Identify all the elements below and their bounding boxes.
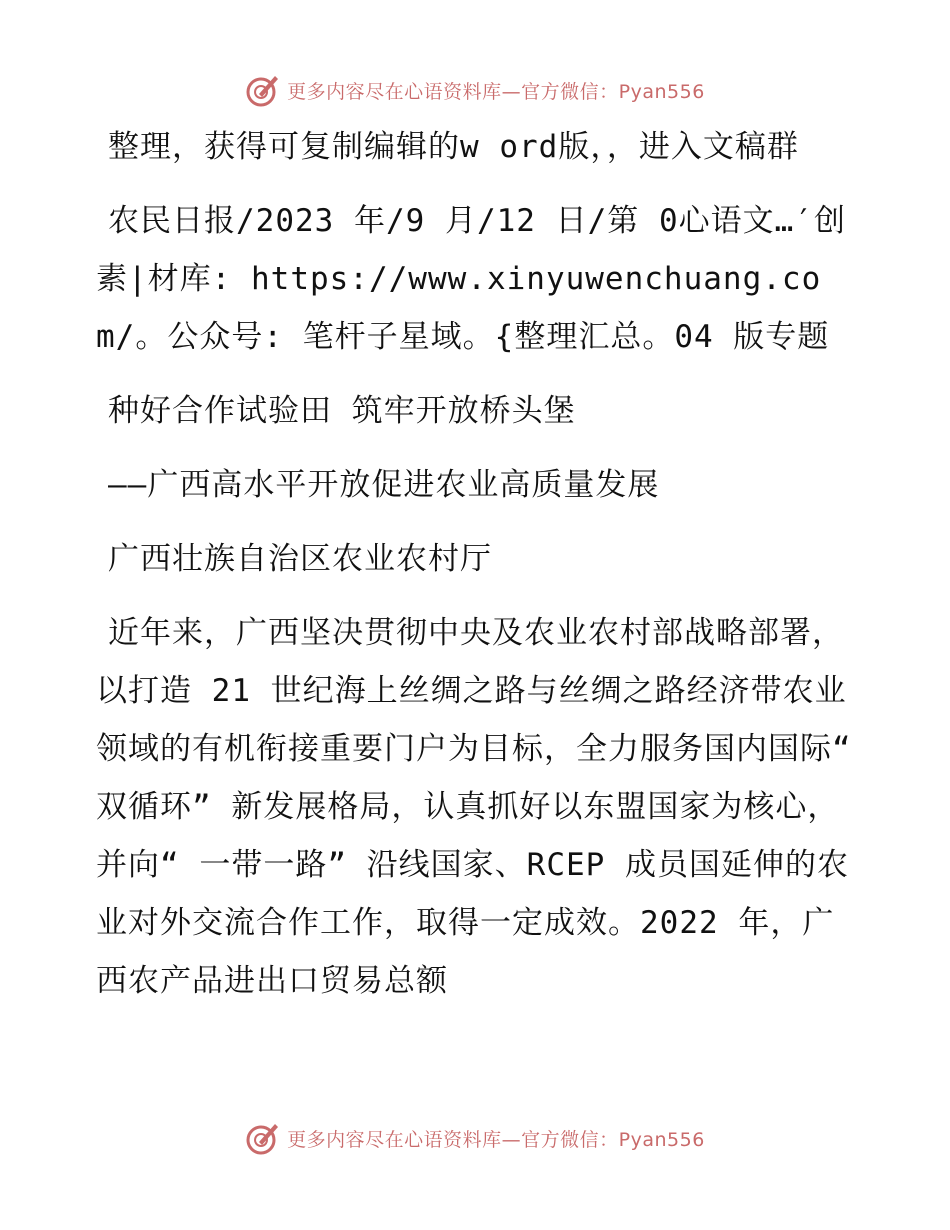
source-line: 农民日报/2023 年/9 月/12 日/第 0心语文…′创素|材库: https://www.xinyuwenchuang.com/。公众号: 笔杆子星域。{整理汇总。04 版专题 xyxy=(96,203,846,355)
watermark-text: 更多内容尽在心语资料库—官方微信：Pyan556 xyxy=(287,80,705,103)
pen-logo-icon xyxy=(245,1120,281,1156)
pen-logo-icon xyxy=(245,72,281,108)
body-paragraph: 近年来，广西坚决贯彻中央及农业农村部战略部署，以打造 21 世纪海上丝绸之路与丝绸之路经济带农业领域的有机衔接重要门户为目标，全力服务国内国际“ 双循环” 新发展格局，认真抓好以东盟国家为核心，并向“ 一带一路” 沿线国家、RCEP 成员国延伸的农业对外交流合作工作，取得一定成效。2022 年，广西农产品进出口贸易总额 xyxy=(96,615,852,999)
article-subtitle: ——广西高水平开放促进农业高质量发展 xyxy=(108,467,660,503)
footer-watermark xyxy=(0,1120,950,1156)
header-watermark xyxy=(0,72,950,108)
article-title: 种好合作试验田 筑牢开放桥头堡 xyxy=(108,393,576,429)
document-body xyxy=(96,118,856,1026)
watermark-text: 更多内容尽在心语资料库—官方微信：Pyan556 xyxy=(287,1128,705,1151)
intro-line: 整理，获得可复制编辑的w ord版，，进入文稿群 xyxy=(108,129,799,165)
article-author: 广西壮族自治区农业农村厅 xyxy=(108,541,492,577)
